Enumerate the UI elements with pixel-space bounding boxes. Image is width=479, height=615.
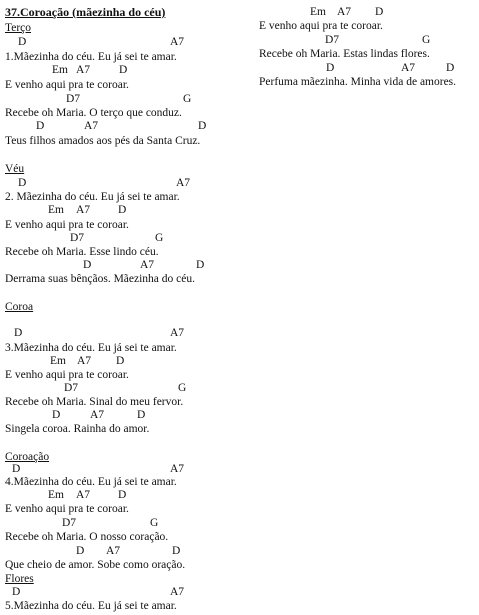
chord: A7 (76, 204, 91, 216)
chord: D (172, 545, 181, 557)
chord: Em (52, 64, 68, 76)
chord: G (150, 517, 159, 529)
chord: G (155, 232, 164, 244)
lyric-line: Derrama suas bênçãos. Mãezinha do céu. (5, 273, 195, 285)
chord: A7 (90, 409, 105, 421)
lyric-line: 1.Mãezinha do céu. Eu já sei te amar. (5, 51, 177, 63)
chord: Em (48, 204, 64, 216)
lyric-line: E venho aqui pra te coroar. (259, 20, 383, 32)
chord: D7 (62, 517, 77, 529)
chord: G (178, 382, 187, 394)
lyric-line: Perfuma mãezinha. Minha vida de amores. (259, 76, 457, 88)
chord: D (196, 259, 205, 271)
chord: A7 (401, 62, 416, 74)
lyric-line: Recebe oh Maria. O nosso coração. (5, 531, 169, 543)
chord: D (12, 586, 21, 598)
lyric-line: E venho aqui pra te coroar. (5, 79, 129, 91)
chord: A7 (170, 327, 185, 339)
lyric-line: Recebe oh Maria. O terço que conduz. (5, 107, 182, 119)
chord: A7 (106, 545, 121, 557)
chord: D (119, 64, 128, 76)
chord: D (137, 409, 146, 421)
chord: D (326, 62, 335, 74)
lyric-line: Recebe oh Maria. Sinal do meu fervor. (5, 396, 184, 408)
chord: D (116, 355, 125, 367)
lyric-line: E venho aqui pra te coroar. (5, 503, 129, 515)
song-title: 37.Coroação (mãezinha do céu) (5, 5, 166, 19)
chord: D (12, 463, 21, 475)
lyric-line: 4.Mãezinha do céu. Eu já sei te amar. (5, 476, 177, 488)
chord: D (83, 259, 92, 271)
lyric-line: Singela coroa. Rainha do amor. (5, 423, 150, 435)
chord: D (18, 36, 27, 48)
chord: A7 (170, 36, 185, 48)
chord: D7 (325, 34, 340, 46)
chord: D (375, 6, 384, 18)
lyric-line: Recebe oh Maria. Esse lindo céu. (5, 246, 159, 258)
lyric-line: 5.Mãezinha do céu. Eu já sei te amar. (5, 600, 177, 612)
chord: D (36, 120, 45, 132)
chord: A7 (77, 355, 92, 367)
lyric-line: 3.Mãezinha do céu. Eu já sei te amar. (5, 342, 177, 354)
chord: A7 (76, 64, 91, 76)
section-heading: Véu (5, 163, 25, 175)
chord: G (422, 34, 431, 46)
chord: A7 (84, 120, 99, 132)
chord: A7 (170, 586, 185, 598)
chord: D (76, 545, 85, 557)
section-heading: Flores (5, 573, 34, 585)
chord: D (118, 489, 127, 501)
lyric-line: Teus filhos amados aos pés da Santa Cruz. (5, 135, 201, 147)
lyric-line: Que cheio de amor. Sobe como oração. (5, 559, 186, 571)
section-heading: Coroa (5, 301, 34, 313)
lyric-line: E venho aqui pra te coroar. (5, 369, 129, 381)
chord: D (446, 62, 455, 74)
lyric-line: 2. Mãezinha do céu. Eu já sei te amar. (5, 191, 180, 203)
section-heading: Terço (5, 22, 32, 34)
chord: D (14, 327, 23, 339)
chord: D7 (70, 232, 85, 244)
chord: A7 (76, 489, 91, 501)
chord: Em (310, 6, 326, 18)
chord: D7 (64, 382, 79, 394)
chord: D7 (66, 93, 81, 105)
chord: A7 (140, 259, 155, 271)
chord: D (18, 177, 27, 189)
lyric-line: E venho aqui pra te coroar. (5, 219, 129, 231)
chord: D (52, 409, 61, 421)
chord: A7 (170, 463, 185, 475)
chord: Em (48, 489, 64, 501)
lyric-line: Recebe oh Maria. Estas lindas flores. (259, 48, 430, 60)
section-heading: Coroação (5, 451, 50, 463)
chord: Em (50, 355, 66, 367)
chord: D (118, 204, 127, 216)
chord: G (183, 93, 192, 105)
chord: A7 (176, 177, 191, 189)
chord: D (198, 120, 207, 132)
chord: A7 (337, 6, 352, 18)
